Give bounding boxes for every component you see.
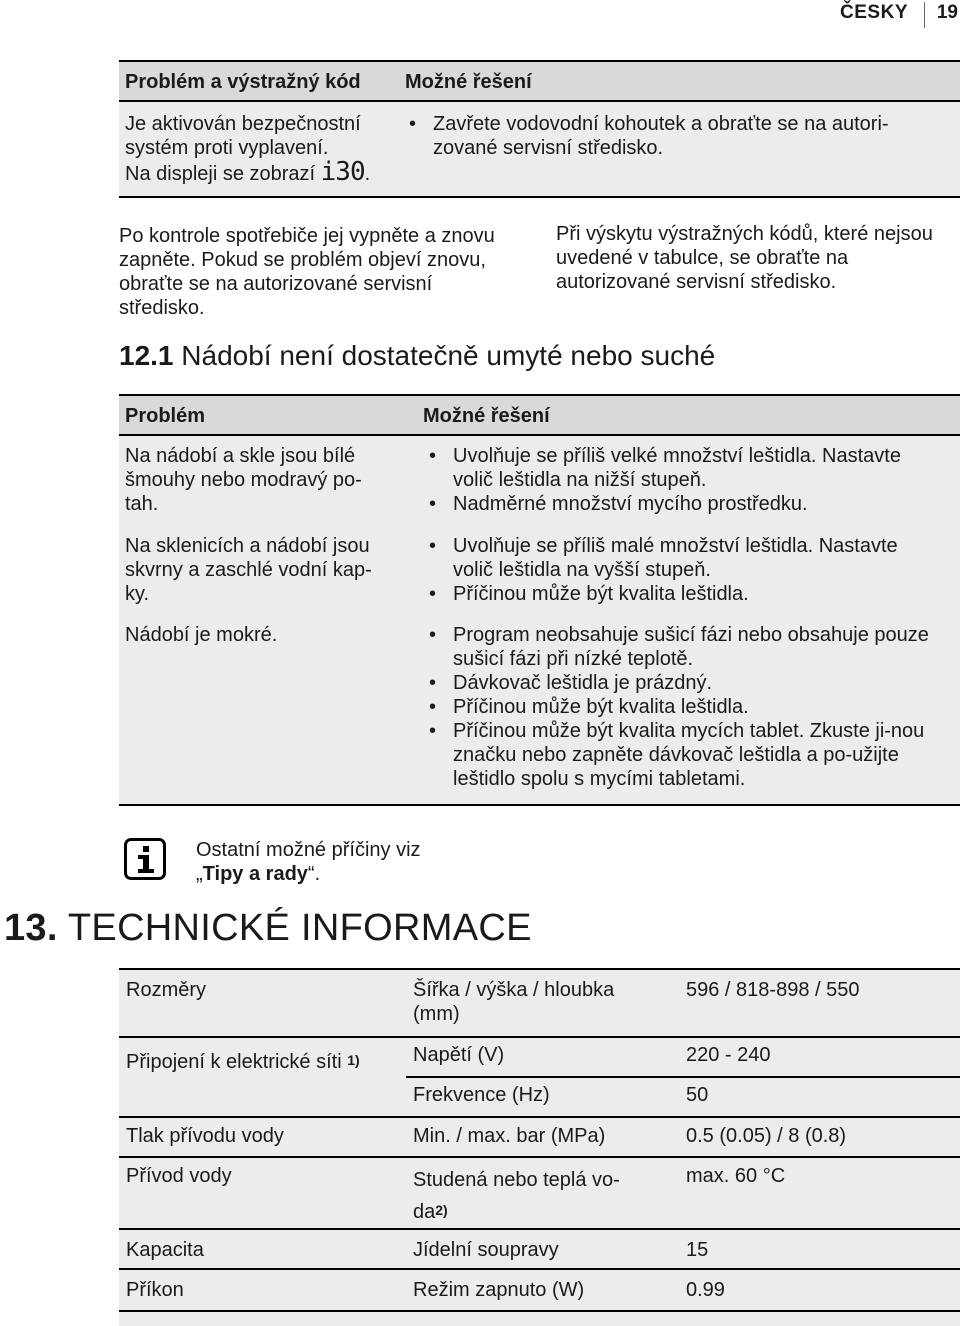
list-item: • Uvolňuje se příliš malé množství leštidla. Nastavte volič leštidla na vyšší stupeň.: [423, 534, 943, 582]
quote-open: „: [196, 863, 203, 885]
tech-param: [413, 1164, 653, 1228]
alarm-problem-text: Na displeji se zobrazí: [125, 163, 316, 185]
tech-value: 596 / 818-898 / 550: [686, 979, 860, 1001]
table-rule: [406, 1076, 960, 1078]
trouble-col2-header: Možné řešení: [423, 405, 550, 427]
info-note-link[interactable]: Tipy a rady: [202, 863, 308, 885]
section-number: 13.: [4, 907, 58, 949]
table-rule: [119, 1268, 960, 1270]
list-item: • Dávkovač leštidla je prázdný.: [423, 671, 943, 695]
alarm-solution-list: [403, 112, 943, 160]
info-note-text: Ostatní možné příčiny viz: [196, 839, 421, 861]
tech-label: Rozměry: [126, 979, 207, 1001]
alarm-table-row: [119, 102, 960, 198]
table-rule: [119, 1228, 960, 1230]
section-heading-12-1: [119, 340, 715, 372]
tech-value: 0.5 (0.05) / 8 (0.8): [686, 1125, 847, 1147]
alarm-col2-header: Možné řešení: [405, 71, 532, 93]
table-rule: [119, 1036, 960, 1038]
tech-value: 15: [686, 1239, 709, 1261]
alarm-problem-end: .: [364, 163, 371, 185]
trouble-solution-list: [423, 623, 943, 791]
tech-value: 220 - 240: [686, 1044, 771, 1066]
list-item: • Program neobsahuje sušicí fázi nebo obsahuje pouze sušicí fázi při nízké teplotě.: [423, 623, 943, 671]
alarm-problem: [125, 112, 395, 186]
list-item: • Nadměrné množství mycího prostředku.: [423, 492, 943, 516]
tech-label: Kapacita: [126, 1239, 204, 1261]
footnote-marker: 2): [435, 1202, 448, 1218]
tech-param: Jídelní soupravy: [413, 1239, 559, 1261]
page-header: [0, 2, 960, 26]
table-rule: [119, 968, 960, 970]
trouble-problem: Na nádobí a skle jsou bílé šmouhy nebo modravý po-tah.: [125, 445, 362, 515]
tech-value: 0.99: [686, 1279, 725, 1301]
tech-param-text: Studená nebo teplá vo-da: [413, 1169, 620, 1223]
section-number: 12.1: [119, 340, 174, 371]
page-number: 19: [936, 2, 958, 23]
note-left: Po kontrole spotřebiče jej vypněte a znovu zapněte. Pokud se problém objeví znovu, obraťte se na autorizované servisní středisko.: [119, 225, 495, 319]
alarm-table-header: [119, 60, 960, 102]
trouble-col1-header: Problém: [125, 405, 206, 427]
info-note-link-line: [196, 862, 496, 886]
tech-param: Min. / max. bar (MPa): [413, 1125, 606, 1147]
section-title: Nádobí není dostatečně umyté nebo suché: [181, 340, 716, 371]
footnote-marker: 1): [347, 1052, 360, 1068]
list-item: • Příčinou může být kvalita leštidla.: [423, 695, 943, 719]
quote-close: “.: [307, 863, 321, 885]
trouble-problem: Na sklenicích a nádobí jsou skvrny a zaschlé vodní kap-ky.: [125, 535, 372, 605]
tech-param: Šířka / výška / hloubka (mm): [413, 979, 615, 1025]
tech-label: Přívod vody: [126, 1165, 232, 1187]
tech-param: Napětí (V): [413, 1044, 505, 1066]
alarm-problem-line: Je aktivován bezpečnostní: [125, 113, 361, 135]
trouble-problem: Nádobí je mokré.: [125, 624, 278, 646]
alarm-col1-header: Problém a výstražný kód: [125, 71, 361, 93]
list-item: • Příčinou může být kvalita mycích tablet. Zkuste ji-nou značku nebo zapněte dávkovač leštidla a po-užijte leštidlo spolu s mycími tabletami.: [423, 719, 943, 791]
trouble-solution-list: [423, 534, 943, 606]
tech-value: 50: [686, 1084, 709, 1106]
table-rule: [119, 1116, 960, 1118]
alarm-problem-line: systém proti vyplavení.: [125, 137, 329, 159]
header-language: ČESKY: [840, 2, 908, 23]
trouble-solution-list: [423, 444, 943, 516]
note-right: Při výskytu výstražných kódů, které nejsou uvedené v tabulce, se obraťte na autorizované servisní středisko.: [556, 223, 933, 293]
list-item: • Příčinou může být kvalita leštidla.: [423, 582, 943, 606]
tech-label-text: Připojení k elektrické síti: [126, 1051, 342, 1073]
list-item: • Uvolňuje se příliš velké množství leštidla. Nastavte volič leštidla na nižší stupeň.: [423, 444, 943, 492]
trouble-table-body: [119, 436, 960, 806]
table-rule: [119, 1310, 960, 1312]
tech-label: Příkon: [126, 1279, 184, 1301]
alarm-problem-line: [125, 157, 395, 187]
header-divider: [924, 2, 925, 28]
display-code: i30: [320, 157, 365, 187]
info-note: [196, 838, 496, 886]
trouble-table-header: [119, 394, 960, 436]
tech-value: max. 60 °C: [686, 1165, 786, 1187]
list-item: • Zavřete vodovodní kohoutek a obraťte se na autori-zované servisní středisko.: [403, 112, 943, 160]
info-icon: [124, 838, 166, 880]
section-heading-13: [4, 906, 532, 950]
table-rule: [119, 1156, 960, 1158]
section-title: TECHNICKÉ INFORMACE: [67, 907, 532, 949]
tech-label: Tlak přívodu vody: [126, 1125, 284, 1147]
tech-param: Frekvence (Hz): [413, 1084, 550, 1106]
tech-label: [126, 1050, 360, 1074]
tech-param: Režim zapnuto (W): [413, 1279, 585, 1301]
